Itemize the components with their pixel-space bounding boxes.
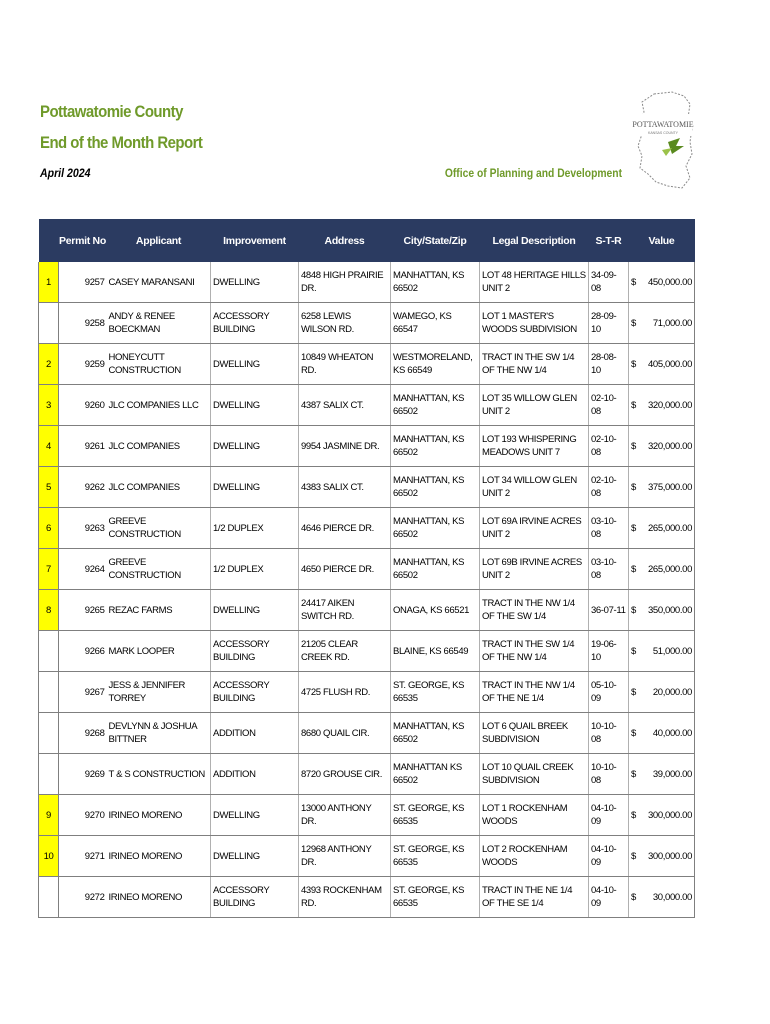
permit-number-cell: 9272 bbox=[59, 877, 107, 918]
address-cell: 4646 PIERCE DR. bbox=[299, 508, 391, 549]
applicant-cell: IRINEO MORENO bbox=[107, 795, 211, 836]
permit-number-cell: 9263 bbox=[59, 508, 107, 549]
str-cell: 19-06-10 bbox=[589, 631, 629, 672]
permit-number-cell: 9258 bbox=[59, 303, 107, 344]
row-index-cell: 7 bbox=[39, 549, 59, 590]
permit-number-cell: 9262 bbox=[59, 467, 107, 508]
applicant-cell: REZAC FARMS bbox=[107, 590, 211, 631]
table-row bbox=[39, 303, 695, 344]
improvement-cell: 1/2 DUPLEX bbox=[211, 508, 299, 549]
dollar-sign-cell: $ bbox=[629, 713, 639, 754]
applicant-cell: GREEVE CONSTRUCTION bbox=[107, 549, 211, 590]
dollar-sign-cell: $ bbox=[629, 877, 639, 918]
improvement-cell: ACCESSORY BUILDING bbox=[211, 877, 299, 918]
permit-number-cell: 9270 bbox=[59, 795, 107, 836]
column-header-improvement: Improvement bbox=[211, 219, 299, 262]
table-row bbox=[39, 631, 695, 672]
value-cell: 450,000.00 bbox=[639, 262, 695, 303]
row-index-cell: 1 bbox=[39, 262, 59, 303]
address-cell: 4848 HIGH PRAIRIE DR. bbox=[299, 262, 391, 303]
applicant-cell: IRINEO MORENO bbox=[107, 836, 211, 877]
county-name: Pottawatomie County bbox=[40, 102, 183, 121]
city-state-zip-cell: MANHATTAN, KS 66502 bbox=[391, 262, 480, 303]
row-index-cell: 2 bbox=[39, 344, 59, 385]
applicant-cell: DEVLYNN & JOSHUA BITTNER bbox=[107, 713, 211, 754]
city-state-zip-cell: MANHATTAN, KS 66502 bbox=[391, 713, 480, 754]
value-cell: 39,000.00 bbox=[639, 754, 695, 795]
applicant-cell: CASEY MARANSANI bbox=[107, 262, 211, 303]
permit-number-cell: 9264 bbox=[59, 549, 107, 590]
city-state-zip-cell: MANHATTAN, KS 66502 bbox=[391, 549, 480, 590]
address-cell: 8680 QUAIL CIR. bbox=[299, 713, 391, 754]
applicant-cell: ANDY & RENEE BOECKMAN bbox=[107, 303, 211, 344]
column-header-str: S-T-R bbox=[589, 219, 629, 262]
address-cell: 21205 CLEAR CREEK RD. bbox=[299, 631, 391, 672]
legal-description-cell: LOT 193 WHISPERING MEADOWS UNIT 7 bbox=[480, 426, 589, 467]
str-cell: 02-10-08 bbox=[589, 385, 629, 426]
applicant-cell: T & S CONSTRUCTION bbox=[107, 754, 211, 795]
improvement-cell: ADDITION bbox=[211, 754, 299, 795]
column-header-value: Value bbox=[629, 219, 695, 262]
address-cell: 4650 PIERCE DR. bbox=[299, 549, 391, 590]
row-index-cell bbox=[39, 631, 59, 672]
column-header-city-state-zip: City/State/Zip bbox=[391, 219, 480, 262]
row-index-cell: 9 bbox=[39, 795, 59, 836]
table-row bbox=[39, 590, 695, 631]
address-cell: 10849 WHEATON RD. bbox=[299, 344, 391, 385]
row-index-cell: 10 bbox=[39, 836, 59, 877]
logo-subtitle: KANSAS COUNTY bbox=[648, 131, 678, 135]
legal-description-cell: LOT 6 QUAIL BREEK SUBDIVISION bbox=[480, 713, 589, 754]
city-state-zip-cell: WESTMORELAND, KS 66549 bbox=[391, 344, 480, 385]
column-header-address: Address bbox=[299, 219, 391, 262]
row-index-cell: 8 bbox=[39, 590, 59, 631]
str-cell: 05-10-09 bbox=[589, 672, 629, 713]
improvement-cell: DWELLING bbox=[211, 385, 299, 426]
dollar-sign-cell: $ bbox=[629, 590, 639, 631]
improvement-cell: DWELLING bbox=[211, 344, 299, 385]
legal-description-cell: TRACT IN THE NW 1/4 OF THE NE 1/4 bbox=[480, 672, 589, 713]
legal-description-cell: LOT 1 ROCKENHAM WOODS bbox=[480, 795, 589, 836]
permit-number-cell: 9266 bbox=[59, 631, 107, 672]
str-cell: 10-10-08 bbox=[589, 754, 629, 795]
improvement-cell: DWELLING bbox=[211, 836, 299, 877]
permit-number-cell: 9271 bbox=[59, 836, 107, 877]
legal-description-cell: LOT 69B IRVINE ACRES UNIT 2 bbox=[480, 549, 589, 590]
table-row bbox=[39, 508, 695, 549]
improvement-cell: DWELLING bbox=[211, 590, 299, 631]
value-cell: 320,000.00 bbox=[639, 426, 695, 467]
row-index-cell bbox=[39, 303, 59, 344]
permit-number-cell: 9267 bbox=[59, 672, 107, 713]
address-cell: 4383 SALIX CT. bbox=[299, 467, 391, 508]
improvement-cell: DWELLING bbox=[211, 262, 299, 303]
table-row bbox=[39, 713, 695, 754]
str-cell: 28-09-10 bbox=[589, 303, 629, 344]
report-period: April 2024 bbox=[40, 166, 91, 180]
table-row bbox=[39, 672, 695, 713]
improvement-cell: DWELLING bbox=[211, 795, 299, 836]
value-cell: 71,000.00 bbox=[639, 303, 695, 344]
legal-description-cell: LOT 69A IRVINE ACRES UNIT 2 bbox=[480, 508, 589, 549]
table-row bbox=[39, 344, 695, 385]
county-logo bbox=[632, 90, 694, 192]
str-cell: 03-10-08 bbox=[589, 508, 629, 549]
legal-description-cell: TRACT IN THE SW 1/4 OF THE NW 1/4 bbox=[480, 631, 589, 672]
dollar-sign-cell: $ bbox=[629, 467, 639, 508]
str-cell: 10-10-08 bbox=[589, 713, 629, 754]
legal-description-cell: LOT 35 WILLOW GLEN UNIT 2 bbox=[480, 385, 589, 426]
permit-table bbox=[38, 219, 695, 918]
dollar-sign-cell: $ bbox=[629, 262, 639, 303]
str-cell: 34-09-08 bbox=[589, 262, 629, 303]
value-cell: 300,000.00 bbox=[639, 836, 695, 877]
city-state-zip-cell: ST. GEORGE, KS 66535 bbox=[391, 836, 480, 877]
value-cell: 320,000.00 bbox=[639, 385, 695, 426]
city-state-zip-cell: MANHATTAN KS 66502 bbox=[391, 754, 480, 795]
column-header-legal-description: Legal Description bbox=[480, 219, 589, 262]
table-row bbox=[39, 877, 695, 918]
table-row bbox=[39, 467, 695, 508]
address-cell: 12968 ANTHONY DR. bbox=[299, 836, 391, 877]
dollar-sign-cell: $ bbox=[629, 549, 639, 590]
applicant-cell: MARK LOOPER bbox=[107, 631, 211, 672]
value-cell: 300,000.00 bbox=[639, 795, 695, 836]
dollar-sign-cell: $ bbox=[629, 303, 639, 344]
address-cell: 13000 ANTHONY DR. bbox=[299, 795, 391, 836]
table-row bbox=[39, 426, 695, 467]
permit-number-cell: 9257 bbox=[59, 262, 107, 303]
city-state-zip-cell: MANHATTAN, KS 66502 bbox=[391, 426, 480, 467]
column-header-permit-no: Permit No bbox=[59, 219, 107, 262]
str-cell: 04-10-09 bbox=[589, 836, 629, 877]
value-cell: 375,000.00 bbox=[639, 467, 695, 508]
legal-description-cell: TRACT IN THE NE 1/4 OF THE SE 1/4 bbox=[480, 877, 589, 918]
applicant-cell: HONEYCUTT CONSTRUCTION bbox=[107, 344, 211, 385]
improvement-cell: 1/2 DUPLEX bbox=[211, 549, 299, 590]
dollar-sign-cell: $ bbox=[629, 344, 639, 385]
value-cell: 51,000.00 bbox=[639, 631, 695, 672]
dollar-sign-cell: $ bbox=[629, 672, 639, 713]
row-index-cell bbox=[39, 754, 59, 795]
table-row bbox=[39, 795, 695, 836]
city-state-zip-cell: WAMEGO, KS 66547 bbox=[391, 303, 480, 344]
address-cell: 4725 FLUSH RD. bbox=[299, 672, 391, 713]
applicant-cell: IRINEO MORENO bbox=[107, 877, 211, 918]
improvement-cell: DWELLING bbox=[211, 467, 299, 508]
address-cell: 8720 GROUSE CIR. bbox=[299, 754, 391, 795]
city-state-zip-cell: ST. GEORGE, KS 66535 bbox=[391, 672, 480, 713]
permit-number-cell: 9268 bbox=[59, 713, 107, 754]
row-index-cell bbox=[39, 713, 59, 754]
permit-number-cell: 9259 bbox=[59, 344, 107, 385]
legal-description-cell: LOT 48 HERITAGE HILLS UNIT 2 bbox=[480, 262, 589, 303]
city-state-zip-cell: ONAGA, KS 66521 bbox=[391, 590, 480, 631]
value-cell: 405,000.00 bbox=[639, 344, 695, 385]
value-cell: 265,000.00 bbox=[639, 508, 695, 549]
row-index-cell: 3 bbox=[39, 385, 59, 426]
improvement-cell: ACCESSORY BUILDING bbox=[211, 672, 299, 713]
str-cell: 02-10-08 bbox=[589, 467, 629, 508]
report-title-block bbox=[40, 96, 225, 158]
row-index-cell bbox=[39, 877, 59, 918]
row-index-cell: 5 bbox=[39, 467, 59, 508]
table-row bbox=[39, 836, 695, 877]
table-row bbox=[39, 262, 695, 303]
improvement-cell: ACCESSORY BUILDING bbox=[211, 631, 299, 672]
table-row bbox=[39, 549, 695, 590]
str-cell: 03-10-08 bbox=[589, 549, 629, 590]
dollar-sign-cell: $ bbox=[629, 426, 639, 467]
column-header-applicant: Applicant bbox=[107, 219, 211, 262]
applicant-cell: JESS & JENNIFER TORREY bbox=[107, 672, 211, 713]
str-cell: 36-07-11 bbox=[589, 590, 629, 631]
row-index-cell: 6 bbox=[39, 508, 59, 549]
city-state-zip-cell: ST. GEORGE, KS 66535 bbox=[391, 877, 480, 918]
str-cell: 28-08-10 bbox=[589, 344, 629, 385]
table-header-row bbox=[39, 219, 695, 262]
logo-title: POTTAWATOMIE bbox=[632, 120, 694, 129]
applicant-cell: JLC COMPANIES bbox=[107, 467, 211, 508]
str-cell: 02-10-08 bbox=[589, 426, 629, 467]
legal-description-cell: LOT 2 ROCKENHAM WOODS bbox=[480, 836, 589, 877]
address-cell: 6258 LEWIS WILSON RD. bbox=[299, 303, 391, 344]
table-row bbox=[39, 385, 695, 426]
table-row bbox=[39, 754, 695, 795]
legal-description-cell: TRACT IN THE NW 1/4 OF THE SW 1/4 bbox=[480, 590, 589, 631]
permit-number-cell: 9265 bbox=[59, 590, 107, 631]
address-cell: 24417 AIKEN SWITCH RD. bbox=[299, 590, 391, 631]
row-index-cell: 4 bbox=[39, 426, 59, 467]
permit-number-cell: 9261 bbox=[59, 426, 107, 467]
applicant-cell: GREEVE CONSTRUCTION bbox=[107, 508, 211, 549]
city-state-zip-cell: MANHATTAN, KS 66502 bbox=[391, 385, 480, 426]
city-state-zip-cell: ST. GEORGE, KS 66535 bbox=[391, 795, 480, 836]
address-cell: 4387 SALIX CT. bbox=[299, 385, 391, 426]
address-cell: 9954 JASMINE DR. bbox=[299, 426, 391, 467]
address-cell: 4393 ROCKENHAM RD. bbox=[299, 877, 391, 918]
city-state-zip-cell: BLAINE, KS 66549 bbox=[391, 631, 480, 672]
dollar-sign-cell: $ bbox=[629, 385, 639, 426]
applicant-cell: JLC COMPANIES bbox=[107, 426, 211, 467]
office-name: Office of Planning and Development bbox=[444, 166, 622, 180]
value-cell: 350,000.00 bbox=[639, 590, 695, 631]
applicant-cell: JLC COMPANIES LLC bbox=[107, 385, 211, 426]
legal-description-cell: LOT 1 MASTER'S WOODS SUBDIVISION bbox=[480, 303, 589, 344]
value-cell: 20,000.00 bbox=[639, 672, 695, 713]
improvement-cell: ACCESSORY BUILDING bbox=[211, 303, 299, 344]
str-cell: 04-10-09 bbox=[589, 877, 629, 918]
improvement-cell: ADDITION bbox=[211, 713, 299, 754]
dollar-sign-cell: $ bbox=[629, 754, 639, 795]
dollar-sign-cell: $ bbox=[629, 508, 639, 549]
city-state-zip-cell: MANHATTAN, KS 66502 bbox=[391, 508, 480, 549]
dollar-sign-cell: $ bbox=[629, 836, 639, 877]
value-cell: 265,000.00 bbox=[639, 549, 695, 590]
permit-number-cell: 9269 bbox=[59, 754, 107, 795]
report-title: End of the Month Report bbox=[40, 133, 203, 152]
column-header-index bbox=[39, 219, 59, 262]
legal-description-cell: LOT 34 WILLOW GLEN UNIT 2 bbox=[480, 467, 589, 508]
value-cell: 40,000.00 bbox=[639, 713, 695, 754]
improvement-cell: DWELLING bbox=[211, 426, 299, 467]
row-index-cell bbox=[39, 672, 59, 713]
city-state-zip-cell: MANHATTAN, KS 66502 bbox=[391, 467, 480, 508]
legal-description-cell: TRACT IN THE SW 1/4 OF THE NW 1/4 bbox=[480, 344, 589, 385]
value-cell: 30,000.00 bbox=[639, 877, 695, 918]
dollar-sign-cell: $ bbox=[629, 631, 639, 672]
dollar-sign-cell: $ bbox=[629, 795, 639, 836]
str-cell: 04-10-09 bbox=[589, 795, 629, 836]
permit-number-cell: 9260 bbox=[59, 385, 107, 426]
legal-description-cell: LOT 10 QUAIL CREEK SUBDIVISION bbox=[480, 754, 589, 795]
